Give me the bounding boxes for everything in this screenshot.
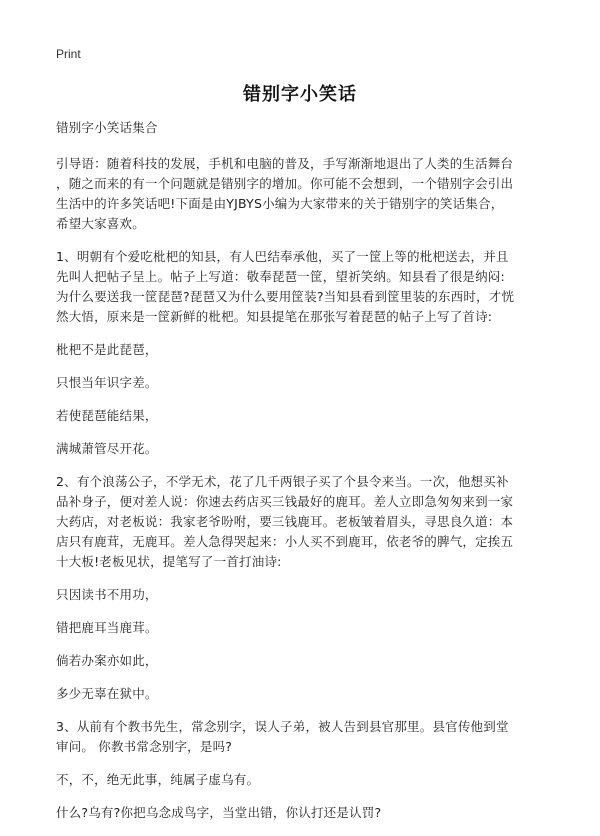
poem-1-line-4: 满城萧管尽开花。 <box>56 441 158 456</box>
story-1-paragraph: 1、明朝有个爱吃枇杷的知县，有人巴结奉承他，买了一筐上等的枇杷送去，并且 先叫人把帖子呈上。帖子上写道：敬奉琵琶一筐，望祈笑纳。知县看了很是纳闷: 为什么要送我一筐琵琶?琵琶又为什么要用筐装?当知县看到筐里装的东西时，才恍 然大悟，原来是一筐新鲜的枇杷。知县提笔在那张写着琵琶的帖子上写了首诗: <box>56 249 515 324</box>
poem-2-line-4: 多少无辜在狱中。 <box>56 686 158 701</box>
article-subtitle: 错别字小笑话集合 <box>56 120 158 135</box>
intro-paragraph: 引导语：随着科技的发展，手机和电脑的普及，手写渐渐地退出了人类的生活舞台 ，随之而来的有一个问题就是错别字的增加。你可能不会想到，一个错别字会引出 生活中的许多笑话吧!下面是由YJBYS小编为大家带来的关于错别字的笑话集合， 希望大家喜欢。 <box>56 156 514 231</box>
poem-2-line-3: 倘若办案亦如此， <box>56 653 158 668</box>
poem-1-line-1: 枇杷不是此琵琶， <box>56 342 158 357</box>
story-3-paragraph: 3、从前有个教书先生，常念别字，误人子弟，被人告到县官那里。县官传他到堂 审问。 你教书常念别字，是吗? <box>56 719 509 754</box>
page-title: 错别字小笑话 <box>243 84 357 105</box>
print-link[interactable]: Print <box>56 47 81 61</box>
article-body <box>56 118 552 836</box>
poem-1-line-2: 只恨当年识字差。 <box>56 375 158 390</box>
story-2-paragraph: 2、有个浪荡公子，不学无术，花了几千两银子买了个县令来当。一次，他想买补 品补身子，便对差人说：你速去药店买三钱最好的鹿耳。差人立即急匆匆来到一家 大药店，对老板说：我家老爷吩咐，要三钱鹿耳。老板皱着眉头，寻思良久道：本 店只有鹿茸，无鹿耳。差人急得哭起来：小人买不到鹿耳，依老爷的脾气，定挨五 十大板!老板见状，提笔写了一首打油诗: <box>56 474 514 569</box>
dialogue-line-2: 什么?乌有?你把乌念成鸟字，当堂出错，你认打还是认罚? <box>56 805 382 820</box>
poem-2-line-1: 只因读书不用功， <box>56 587 158 602</box>
dialogue-line-1: 不，不，绝无此事，纯属子虚乌有。 <box>56 772 260 787</box>
poem-2-line-2: 错把鹿耳当鹿茸。 <box>56 620 158 635</box>
poem-1-line-3: 若使琵琶能结果， <box>56 408 158 423</box>
